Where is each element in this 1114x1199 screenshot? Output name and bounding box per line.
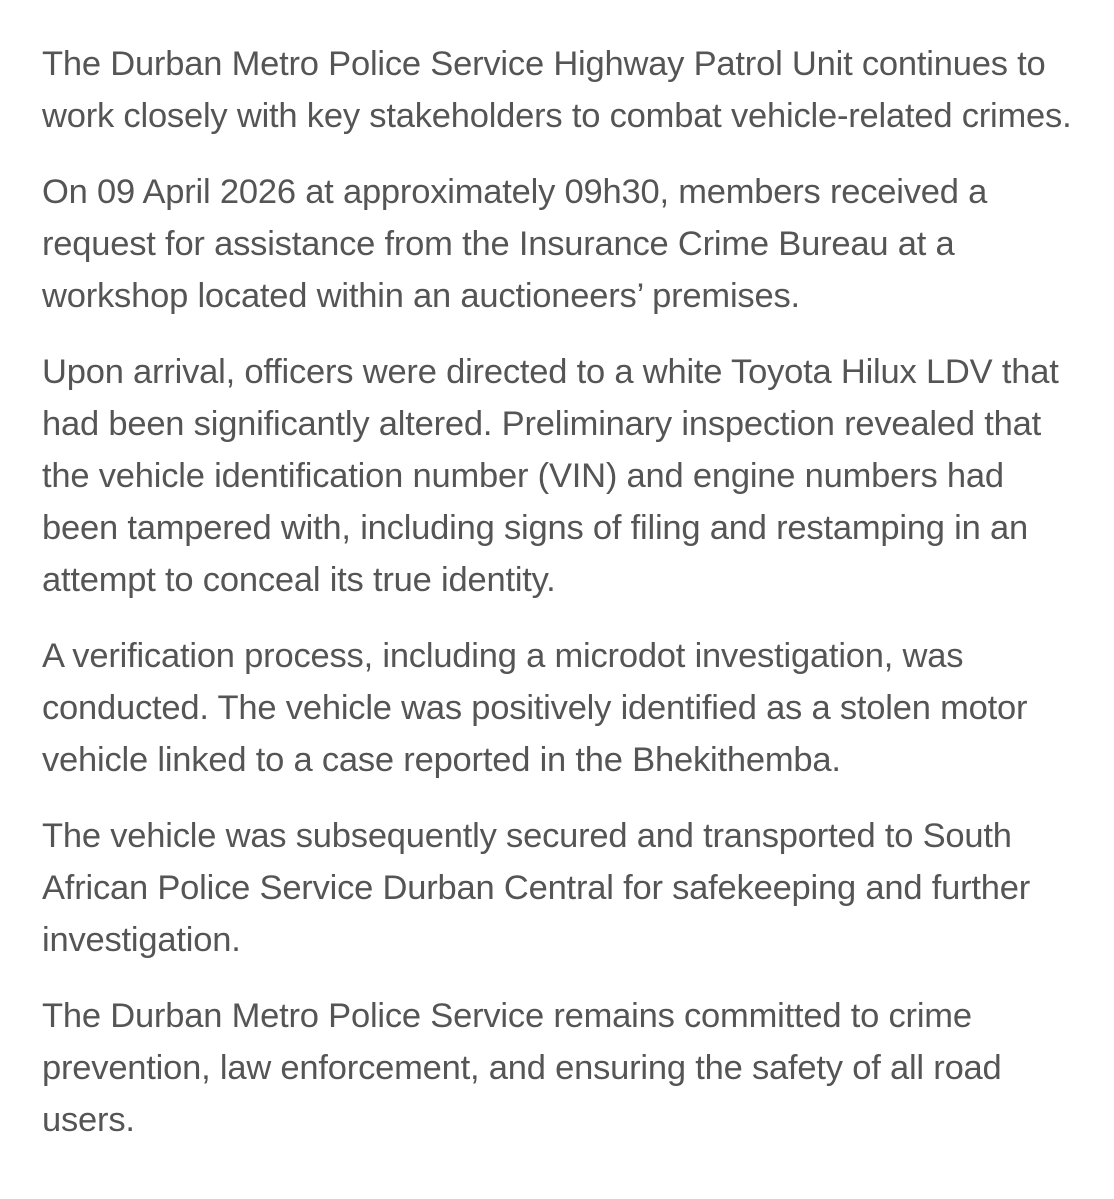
paragraph-intro: The Durban Metro Police Service Highway Patrol Unit continues to work closely with key stakeholders to combat vehicle-related crimes. (42, 45, 1072, 135)
paragraph-transport: The vehicle was subsequently secured and transported to South African Police Service Durban Central for safekeeping and further investigation. (42, 817, 1031, 959)
paragraph-request: On 09 April 2026 at approximately 09h30, members received a request for assistance from the Insurance Crime Bureau at a workshop located within an auctioneers’ premises. (42, 173, 988, 315)
paragraph-inspection: Upon arrival, officers were directed to a white Toyota Hilux LDV that had been significantly altered. Preliminary inspection revealed that the vehicle identification number (VIN) and engine numbers had been tampered with, including signs of filing and restamping in an attempt to conceal its true identity. (42, 353, 1059, 599)
paragraph-commitment: The Durban Metro Police Service remains committed to crime prevention, law enforcement, and ensuring the safety of all road users. (42, 997, 1002, 1139)
article-body (42, 38, 1082, 1170)
paragraph-verification: A verification process, including a microdot investigation, was conducted. The vehicle was positively identified as a stolen motor vehicle linked to a case reported in the Bhekithemba. (42, 637, 1028, 779)
